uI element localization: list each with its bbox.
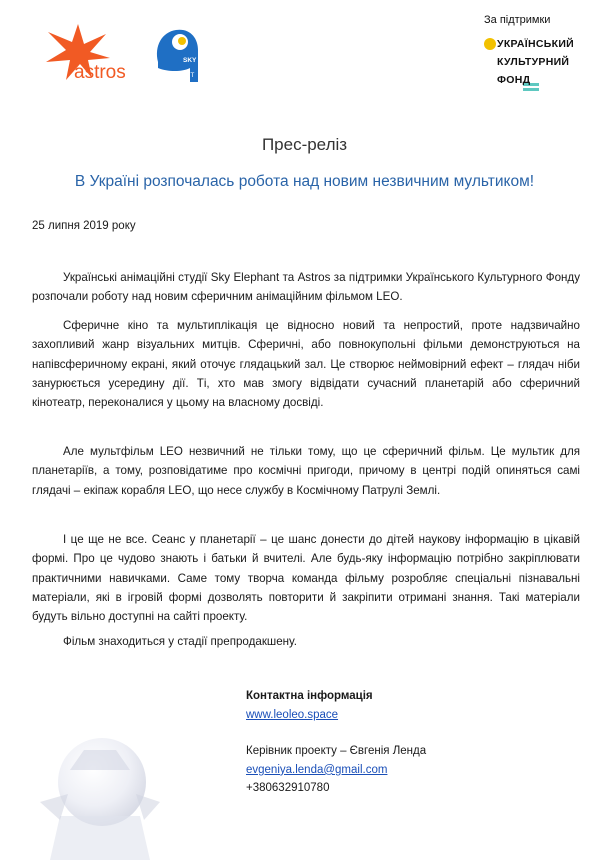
astros-logo — [40, 22, 136, 84]
sky-logo-text-bottom: ELEPHANT — [160, 72, 195, 79]
page-subtitle: В Україні розпочалась робота над новим незвичним мультиком! — [74, 173, 535, 190]
paragraph-intro: Українські анімаційні студії Sky Elephant та Astros за підтримки Українського Культурного Фонду розпочали роботу над новим сферичним анімаційним фільмом LEO. — [32, 271, 580, 304]
paragraph-materials: І це ще не все. Сеанс у планетарії – це шанс донести до дітей наукову інформацію в цікавій формі. Про це чудово знають і батьки й вчителі. Але будь-яку інформацію потрібно закріплювати практичними навичками. Саме тому творча команда фільму розробляє спеціальні пізнавальні матеріали, які в ігровій формі дозволять повторити й закріпити отримані знання. Такі матеріали будуть вільно доступні на сайті проекту. — [32, 533, 580, 624]
phone-number: +380632910780 — [246, 782, 330, 795]
astros-logo-text: astros — [74, 62, 126, 83]
project-manager: Керівник проекту – Євгенія Ленда — [246, 745, 427, 758]
sky-elephant-logo — [150, 24, 202, 82]
release-date: 25 липня 2019 року — [32, 220, 136, 232]
ukf-logo-line-2: КУЛЬТУРНИЙ — [497, 56, 570, 68]
ukf-logo-line-1: УКРАЇНСЬКИЙ — [497, 38, 575, 50]
ukrainian-cultural-fund-logo — [483, 34, 575, 94]
paragraph-status: Фільм знаходиться у стадії препродакшену. — [63, 635, 297, 648]
contact-block — [246, 687, 426, 798]
email-link[interactable]: evgeniya.lenda@gmail.com — [246, 763, 388, 776]
paragraph-planetarium: Але мультфільм LEO незвичний не тільки тому, що це сферичний фільм. Це мультик для планетаріїв, а тому, розповідатиме про космічні пригоди, причому в центрі подій опиняться самі глядачі – екіпаж корабля LEO, що несе службу в Космічному Патрулі Землі. — [32, 445, 580, 497]
sponsor-label: За підтримки — [484, 14, 551, 26]
sky-logo-text-top: SKY — [183, 57, 197, 64]
ukf-logo-line-3: ФОНД — [497, 74, 531, 86]
paragraph-spherical-cinema: Сферичне кіно та мультиплікація це відносно новий та непростий, проте надзвичайно захопливий жанр візуальних митців. Сферичні, або повнокупольні фільми демонструються на напівсферичному екрані, який оточує глядацький зал. Це створює неймовірний ефект – глядач ніби занурюється усередину дії. Ті, хто мав змогу відвідати сучасний планетарій або сферичний кінотеатр, переконалися у цьому на власному досвіді. — [32, 319, 580, 410]
planet-illustration — [20, 720, 180, 864]
website-link[interactable]: www.leoleo.space — [246, 708, 339, 721]
page-title: Прес-реліз — [261, 135, 348, 154]
contact-heading: Контактна інформація — [246, 690, 373, 702]
